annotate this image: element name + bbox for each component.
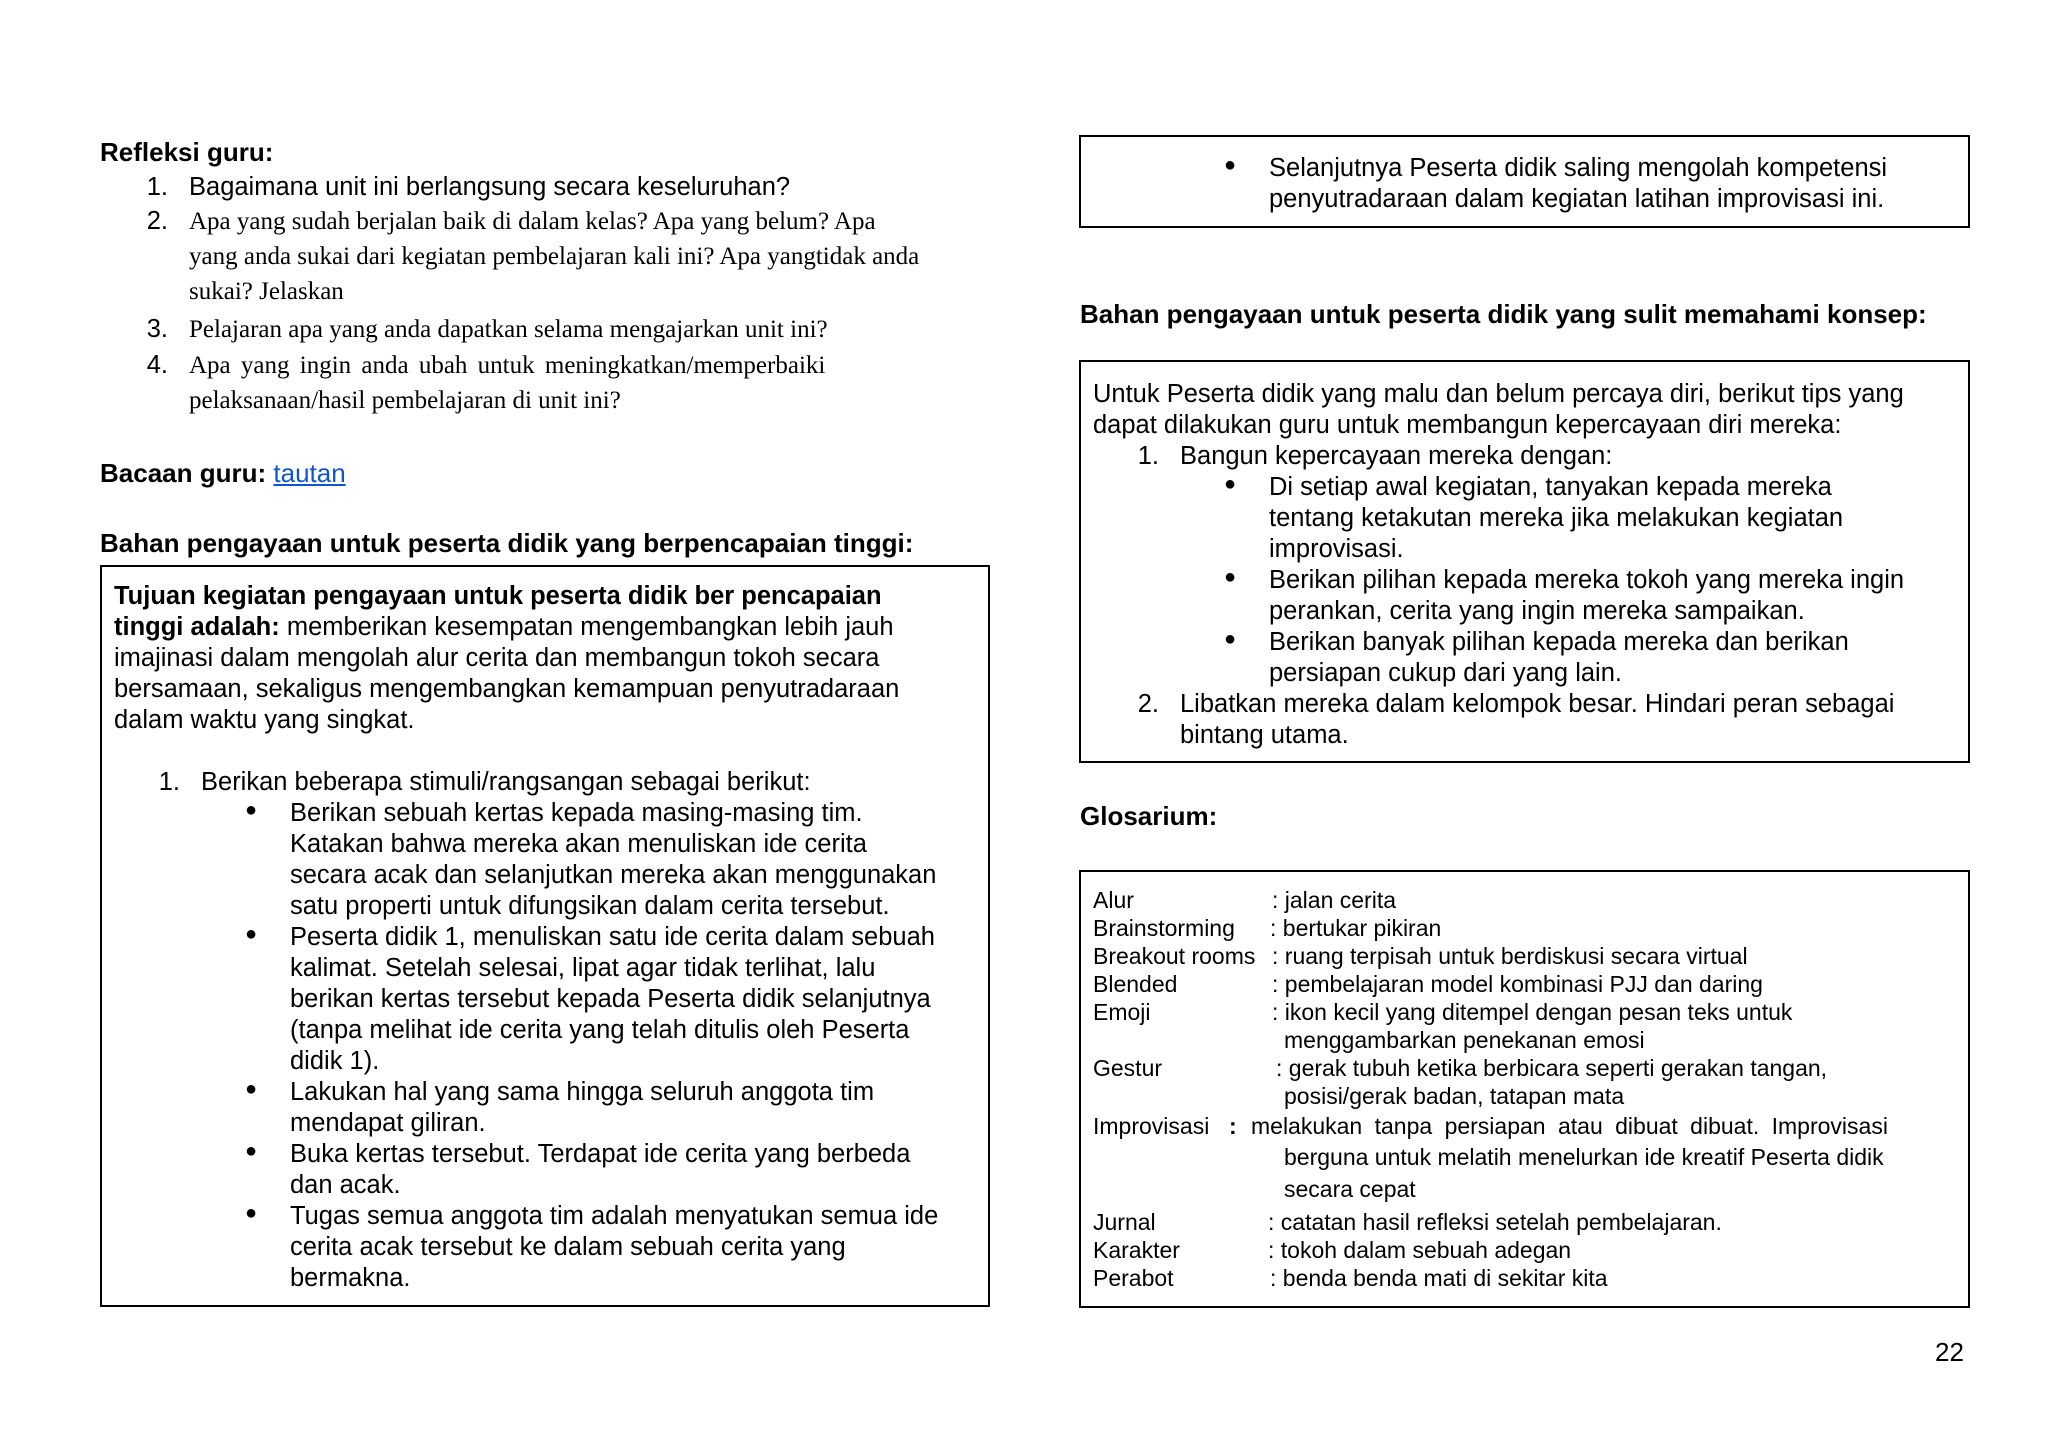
glossary-term: Perabot (1093, 1265, 1174, 1291)
list-item-line: (tanpa melihat ide cerita yang telah ditulis oleh Peserta (290, 1016, 910, 1044)
list-item-line: yang anda sukai dari kegiatan pembelajaran kali ini? Apa yangtidak anda (189, 243, 920, 270)
refleksi-heading: Refleksi guru: (100, 137, 274, 167)
tinggi-intro (114, 581, 984, 736)
glossary-term: Karakter (1093, 1237, 1180, 1263)
glossary-def: : ruang terpisah untuk berdiskusi secara virtual (1272, 943, 1748, 969)
glossary-def-cont: secara cepat (1284, 1176, 1416, 1202)
glossary-def: : pembelajaran model kombinasi PJJ dan daring (1272, 971, 1763, 997)
list-item (290, 1139, 910, 1201)
glossary-term: Alur (1093, 887, 1134, 913)
list-item-line: tentang ketakutan mereka jika melakukan kegiatan (1269, 504, 1844, 532)
bullet-icon: ● (1224, 628, 1237, 650)
list-item-line: Katakan bahwa mereka akan menuliskan ide cerita (290, 830, 867, 858)
list-item-line: penyutradaraan dalam kegiatan latihan improvisasi ini. (1269, 185, 1885, 213)
glossary-def-cont: posisi/gerak badan, tatapan mata (1284, 1083, 1625, 1109)
list-item: Pelajaran apa yang anda dapatkan selama mengajarkan unit ini? (189, 316, 828, 343)
glossary-term: Jurnal (1093, 1209, 1156, 1235)
page-number: 22 (1935, 1337, 1964, 1367)
list-item-line: mendapat giliran. (290, 1109, 486, 1137)
list-item-line: cerita acak tersebut ke dalam sebuah cerita yang (290, 1233, 846, 1261)
glossary-def: : benda benda mati di sekitar kita (1270, 1265, 1608, 1291)
intro-bold: Tujuan kegiatan pengayaan untuk peserta didik ber pencapaian (114, 582, 882, 610)
sulit-heading: Bahan pengayaan untuk peserta didik yang sulit memahami konsep: (1080, 299, 1927, 329)
list-number: 1. (158, 768, 180, 796)
intro-line: imajinasi dalam mengolah alur cerita dan membangun tokoh secara (114, 644, 880, 672)
list-item (1269, 472, 1843, 565)
list-item-line: berikan kertas tersebut kepada Peserta didik selanjutnya (290, 985, 931, 1013)
bullet-icon: ● (245, 1140, 258, 1162)
list-item-line: bintang utama. (1180, 721, 1349, 749)
list-item-line: didik 1). (290, 1047, 380, 1075)
glossary-def: : gerak tubuh ketika berbicara seperti gerakan tangan, (1276, 1055, 1828, 1081)
tinggi-heading: Bahan pengayaan untuk peserta didik yang berpencapaian tinggi: (100, 528, 914, 558)
intro-line: dapat dilakukan guru untuk membangun kepercayaan diri mereka: (1093, 411, 1842, 439)
list-item (189, 204, 919, 309)
glossary-def: : ikon kecil yang ditempel dengan pesan teks untuk (1272, 999, 1793, 1025)
bullet-icon: ● (245, 1078, 258, 1100)
glossary-def-cont: berguna untuk melatih menelurkan ide kreatif Peserta didik (1284, 1144, 1884, 1170)
list-item (290, 1077, 874, 1139)
bullet-icon: ● (1224, 566, 1237, 588)
glossary-def: : bertukar pikiran (1270, 915, 1442, 941)
list-item-line: pelaksanaan/hasil pembelajaran di unit ini? (189, 387, 621, 414)
list-item (1269, 153, 1887, 215)
list-number: 2. (146, 207, 168, 235)
glossary-term: Improvisasi (1093, 1113, 1210, 1139)
list-item (1269, 565, 1904, 627)
glosarium-heading: Glosarium: (1080, 801, 1218, 831)
list-item-line: improvisasi. (1269, 535, 1404, 563)
list-item-line: Apa yang ingin anda ubah untuk meningkatkan/memperbaiki (189, 352, 826, 379)
sulit-box (1079, 360, 1970, 763)
sulit-intro (1093, 379, 1904, 441)
glossary-term: Emoji (1093, 999, 1151, 1025)
glossary-def: melakukan tanpa persiapan atau dibuat dibuat. Improvisasi (1251, 1113, 1888, 1139)
list-item-line: Selanjutnya Peserta didik saling mengolah kompetensi (1269, 154, 1888, 182)
continuation-box (1079, 135, 1970, 228)
intro-line: Untuk Peserta didik yang malu dan belum percaya diri, berikut tips yang (1093, 380, 1904, 408)
list-number: 1. (1137, 442, 1159, 470)
bullet-icon: ● (245, 923, 258, 945)
list-item (290, 798, 936, 922)
intro-line: bersamaan, sekaligus mengembangkan kemampuan penyutradaraan (114, 675, 900, 703)
glossary-colon: : (1229, 1113, 1237, 1139)
intro-text: memberikan kesempatan mengembangkan lebih jauh (279, 613, 894, 641)
list-item-line: Libatkan mereka dalam kelompok besar. Hindari peran sebagai (1180, 690, 1895, 718)
glossary-term: Brainstorming (1093, 915, 1235, 941)
list-item: Berikan beberapa stimuli/rangsangan sebagai berikut: (201, 768, 811, 796)
glossary-def: : catatan hasil refleksi setelah pembelajaran. (1268, 1209, 1722, 1235)
list-item (290, 922, 935, 1077)
list-item-line: Berikan sebuah kertas kepada masing-masing tim. (290, 799, 863, 827)
glossary-def-cont: menggambarkan penekanan emosi (1284, 1027, 1645, 1053)
list-item-line: sukai? Jelaskan (189, 278, 344, 305)
bullet-icon: ● (245, 799, 258, 821)
list-item-line: Berikan banyak pilihan kepada mereka dan berikan (1269, 628, 1849, 656)
list-item: Bagaimana unit ini berlangsung secara keseluruhan? (189, 173, 791, 201)
list-item (189, 348, 825, 418)
bullet-icon: ● (245, 1202, 258, 1224)
tinggi-box (100, 565, 990, 1307)
list-item-line: Peserta didik 1, menuliskan satu ide cerita dalam sebuah (290, 923, 935, 951)
list-item-line: Lakukan hal yang sama hingga seluruh anggota tim (290, 1078, 875, 1106)
list-item-line: satu properti untuk difungsikan dalam cerita tersebut. (290, 892, 890, 920)
glosarium-box (1079, 870, 1970, 1308)
list-item-line: Buka kertas tersebut. Terdapat ide cerita yang berbeda (290, 1140, 911, 1168)
list-item-line: dan acak. (290, 1171, 401, 1199)
tautan-link[interactable]: tautan (273, 458, 346, 488)
bullet-icon: ● (1224, 473, 1237, 495)
list-number: 4. (146, 351, 168, 379)
list-item-line: secara acak dan selanjutkan mereka akan menggunakan (290, 861, 937, 889)
glossary-def: : jalan cerita (1272, 887, 1397, 913)
list-number: 3. (146, 315, 168, 343)
list-item-line: bermakna. (290, 1264, 411, 1292)
glossary-def: : tokoh dalam sebuah adegan (1268, 1237, 1572, 1263)
bacaan-guru (100, 457, 346, 489)
list-number: 2. (1137, 690, 1159, 718)
list-item-line: persiapan cukup dari yang lain. (1269, 659, 1622, 687)
intro-line: dalam waktu yang singkat. (114, 706, 415, 734)
glossary-term: Breakout rooms (1093, 943, 1256, 969)
list-item-line: Apa yang sudah berjalan baik di dalam kelas? Apa yang belum? Apa (189, 208, 876, 235)
list-item-line: perankan, cerita yang ingin mereka sampaikan. (1269, 597, 1805, 625)
bacaan-label: Bacaan guru: (100, 458, 267, 488)
list-item-line: Berikan pilihan kepada mereka tokoh yang mereka ingin (1269, 566, 1905, 594)
list-item (290, 1201, 938, 1294)
glossary-term: Gestur (1093, 1055, 1163, 1081)
list-item (1269, 627, 1849, 689)
bullet-icon: ● (1224, 154, 1237, 176)
intro-bold: tinggi adalah: (114, 613, 280, 641)
list-item-line: kalimat. Setelah selesai, lipat agar tidak terlihat, lalu (290, 954, 876, 982)
list-item-line: Tugas semua anggota tim adalah menyatukan semua ide (290, 1202, 939, 1230)
list-item: Bangun kepercayaan mereka dengan: (1180, 442, 1613, 470)
list-number: 1. (146, 173, 168, 201)
glossary-term: Blended (1093, 971, 1178, 997)
glossary (1093, 886, 1953, 1296)
list-item (1180, 689, 1894, 751)
list-item-line: Di setiap awal kegiatan, tanyakan kepada mereka (1269, 473, 1832, 501)
